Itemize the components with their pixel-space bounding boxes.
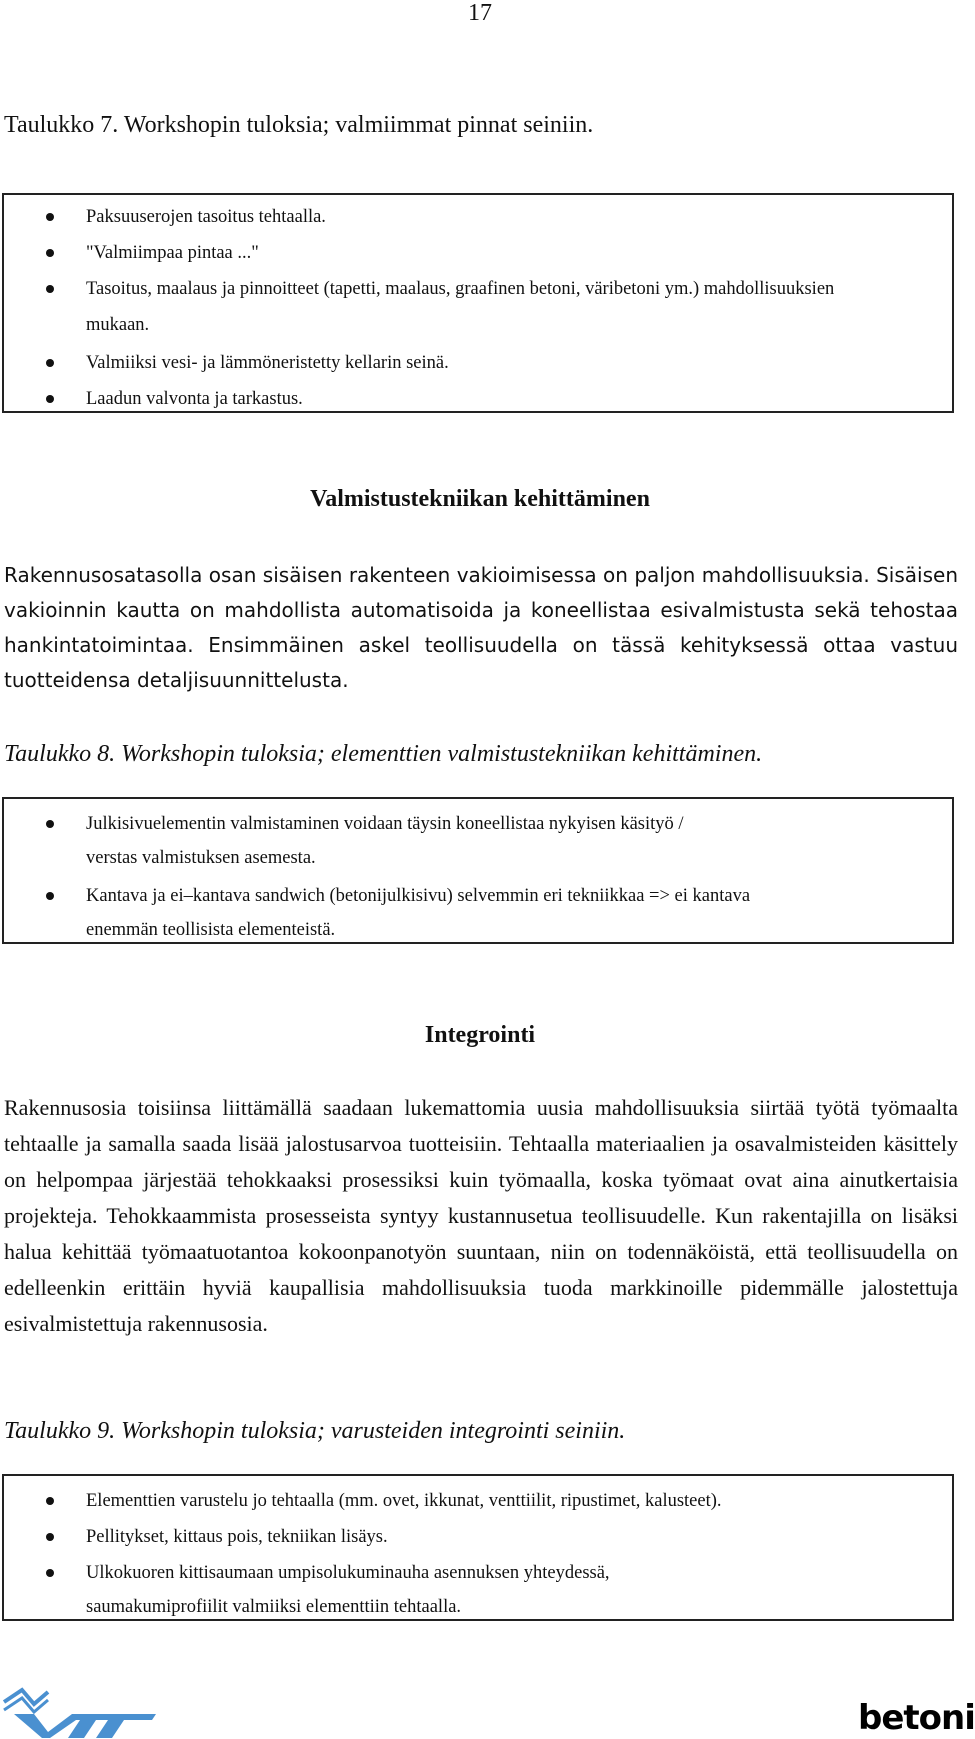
table8-box [2, 797, 954, 944]
page-number: 17 [468, 0, 492, 26]
list-item [4, 807, 952, 879]
bullet-icon [46, 285, 54, 293]
list-item-text: Laadun valvonta ja tarkastus. [86, 389, 303, 409]
bullet-icon [46, 820, 54, 828]
list-item [4, 1556, 952, 1628]
bullet-icon [46, 395, 54, 403]
section-heading-valmistustekniikka: Valmistustekniikan kehittäminen [310, 486, 650, 512]
list-item [4, 879, 952, 951]
list-item-text: Kantava ja ei–kantava sandwich (betonijulkisivu) selvemmin eri tekniikkaa => ei kantava enemmän teollisista elementeistä. [86, 886, 751, 940]
bullet-icon [46, 249, 54, 257]
list-item-text: Pellitykset, kittaus pois, tekniikan lisäys. [86, 1527, 388, 1547]
list-item [4, 345, 952, 381]
list-item-text: Elementtien varustelu jo tehtaalla (mm. ovet, ikkunat, venttiilit, ripustimet, kalusteet). [86, 1491, 722, 1511]
list-item [4, 199, 952, 235]
list-item [4, 381, 952, 417]
list-item [4, 235, 952, 271]
table9-box [2, 1474, 954, 1621]
table8-list [4, 807, 952, 951]
list-item-text: Tasoitus, maalaus ja pinnoitteet (tapetti, maalaus, graafinen betoni, väribetoni ym.) mahdollisuuksien mukaan. [86, 279, 835, 335]
bullet-icon [46, 359, 54, 367]
section-heading-integrointi: Integrointi [424, 1022, 536, 1048]
list-item [4, 271, 952, 345]
table9-caption: Taulukko 9. Workshopin tuloksia; varusteiden integrointi seiniin. [4, 1418, 626, 1444]
betoni-logo: betoni [858, 1698, 975, 1738]
list-item-text: Ulkokuoren kittisaumaan umpisolukuminauha asennuksen yhteydessä, saumakumiprofiilit valmiiksi elementtiin tehtaalla. [86, 1563, 610, 1617]
bullet-icon [46, 1497, 54, 1505]
table7-caption: Taulukko 7. Workshopin tuloksia; valmiimmat pinnat seiniin. [4, 112, 594, 138]
bullet-icon [46, 1569, 54, 1577]
list-item [4, 1520, 952, 1556]
list-item-text: Paksuuserojen tasoitus tehtaalla. [86, 207, 326, 227]
bullet-icon [46, 1533, 54, 1541]
bullet-icon [46, 892, 54, 900]
vtt-logo [0, 1680, 160, 1739]
list-item-text: "Valmiimpaa pintaa ..." [86, 243, 259, 263]
section1-paragraph: Rakennusosatasolla osan sisäisen rakenteen vakioimisessa on paljon mahdollisuuksia. Sisäisen vakioinnin kautta on mahdollista automatisoida ja koneellistaa esivalmistusta sekä tehostaa hankintatoimintaa. Ensimmäinen askel teollisuudella on tässä kehityksessä ottaa vastuu tuotteidensa detaljisuunnittelusta. [4, 563, 958, 692]
list-item-text: Valmiiksi vesi- ja lämmöneristetty kellarin seinä. [86, 353, 449, 373]
list-item [4, 1484, 952, 1520]
section2-paragraph: Rakennusosia toisiinsa liittämällä saadaan lukemattomia uusia mahdollisuuksia siirtää työtä työmaalta tehtaalle ja samalla saada lisää jalostusarvoa tuotteisiin. Tehtaalla materiaalien ja osavalmisteiden käsittely on helpompaa järjestää tehokkaaksi prosessiksi kuin työmaalla, koska työmaat ovat aina ainutkertaisia projekteja. Tehokkaammista prosesseista syntyy kustannusetua teollisuudelle. Kun rakentajilla on lisäksi halua kehittää työmaatuotantoa kokoonpanotyön suuntaan, niin on todennäköistä, että teollisuudella on edelleenkin erittäin hyviä kaupallisia mahdollisuuksia tuoda markkinoille pidemmälle jalostettuja esivalmistettuja rakennusosia. [4, 1095, 958, 1336]
table9-list [4, 1484, 952, 1628]
table7-box [2, 193, 954, 413]
table7-list [4, 199, 952, 417]
table8-caption: Taulukko 8. Workshopin tuloksia; elementtien valmistustekniikan kehittäminen. [4, 741, 763, 767]
list-item-text: Julkisivuelementin valmistaminen voidaan täysin koneellistaa nykyisen käsityö / verstas valmistuksen asemesta. [86, 814, 684, 868]
bullet-icon [46, 213, 54, 221]
